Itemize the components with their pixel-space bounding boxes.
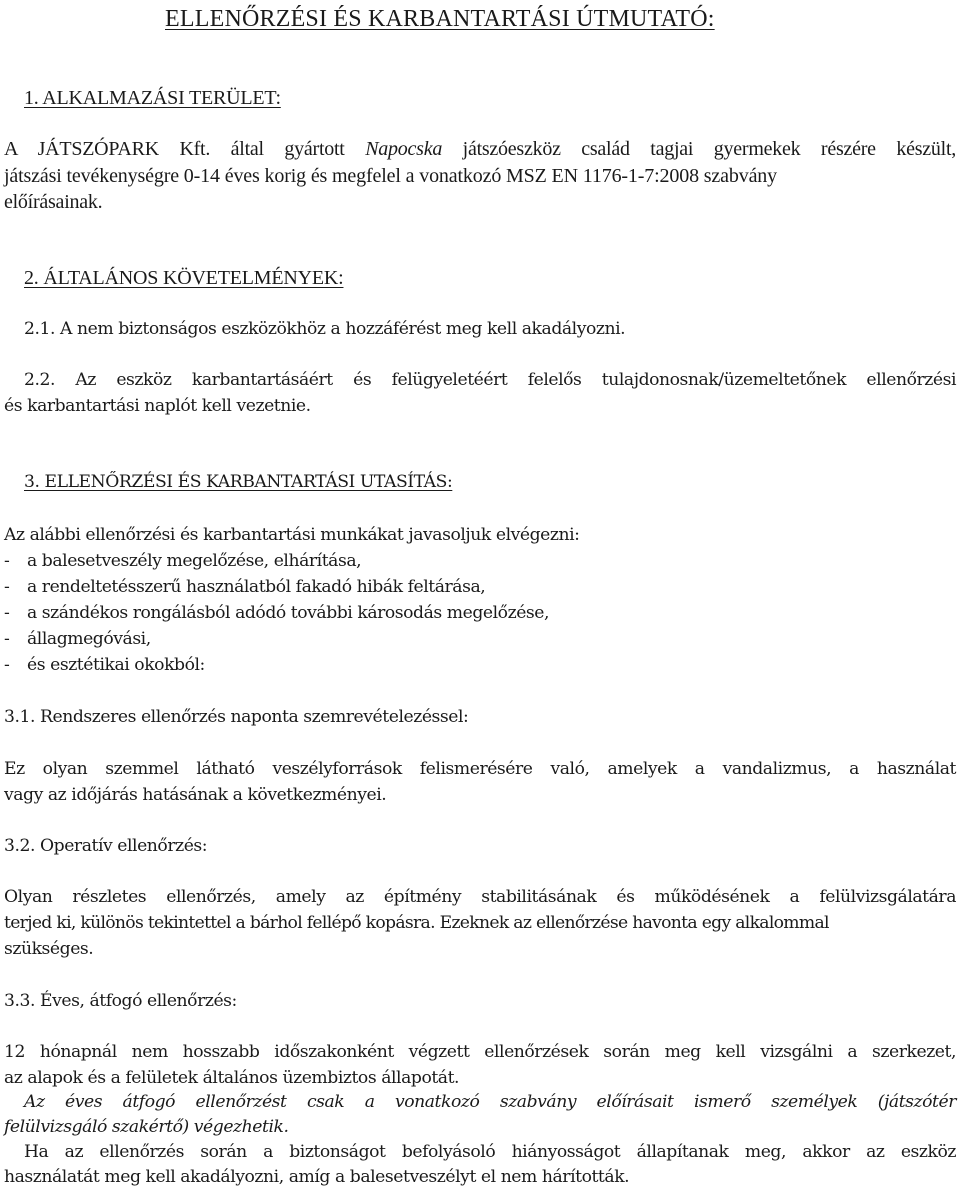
brand-name: Napocska [365,138,443,160]
section-2-item-2-line-2: és karbantartási naplót kell vezetnie. [4,396,311,416]
subsection-3-1-line-2: vagy az időjárás hatásának a következményei. [4,785,387,805]
list-item [4,577,486,597]
subsection-3-3-final-line-2: használatát meg kell akadályozni, amíg a balesetveszélyt el nem hárították. [4,1167,630,1187]
subsection-3-2-line-1: Olyan részletes ellenőrzés, amely az építmény stabilitásának és működésének a felülvizsgálatára [4,887,956,907]
section-2-item-2-line-1: 2.2. Az eszköz karbantartásáért és felügyeletéért felelős tulajdonosnak/üzemeltetőnek ellenőrzési [24,370,956,390]
section-3-intro: Az alábbi ellenőrzési és karbantartási munkákat javasoljuk elvégezni: [4,525,580,545]
bullet-dash: - [4,629,10,649]
subsection-3-1-heading: 3.1. Rendszeres ellenőrzés naponta szemrevételezéssel: [4,707,469,727]
list-item [4,629,151,649]
bullet-dash: - [4,577,10,597]
bullet-dash: - [4,655,10,675]
list-item-text: a szándékos rongálásból adódó további károsodás megelőzése, [27,603,550,623]
subsection-3-1-line-1: Ez olyan szemmel látható veszélyforrások felismerésére való, amelyek a vandalizmus, a használat [4,759,956,779]
section-1-heading: 1. ALKALMAZÁSI TERÜLET: [24,87,281,109]
subsection-3-2-line-3: szükséges. [4,939,94,959]
bullet-dash: - [4,551,10,571]
list-item-text: a rendeltetésszerű használatból fakadó hibák feltárása, [27,577,486,597]
section-1-line-1-post: játszóeszköz család tagjai gyermekek részére készült, [462,138,957,160]
subsection-3-3-final-line-1: Ha az ellenőrzés során a biztonságot befolyásoló hiányosságot állapítanak meg, akkor az eszköz [24,1142,956,1162]
document-title: ELLENŐRZÉSI ÉS KARBANTARTÁSI ÚTMUTATÓ: [165,6,715,32]
section-1-paragraph-line-2: játszási tevékenységre 0-14 éves korig és megfelel a vonatkozó MSZ EN 1176-1-7:2008 szabvány [4,165,778,187]
subsection-3-3-italic-line-1: Az éves átfogó ellenőrzést csak a vonatkozó szabvány előírásait ismerő személyek (játszótér [24,1092,956,1112]
list-item-text: és esztétikai okokból: [27,655,205,675]
section-2-item-1: 2.1. A nem biztonságos eszközökhöz a hozzáférést meg kell akadályozni. [24,319,626,339]
list-item [4,655,205,675]
list-item [4,603,550,623]
section-1-line-1-pre: A JÁTSZÓPARK Kft. által gyártott [4,138,345,160]
subsection-3-3-line-1: 12 hónapnál nem hosszabb időszakonként végzett ellenőrzések során meg kell vizsgálni a szerkezet, [4,1042,956,1062]
section-1-paragraph-line-1 [4,139,956,159]
subsection-3-2-heading: 3.2. Operatív ellenőrzés: [4,836,208,856]
bullet-dash: - [4,603,10,623]
list-item-text: a balesetveszély megelőzése, elhárítása, [27,551,362,571]
list-item [4,551,362,571]
section-3-heading: 3. ELLENŐRZÉSI ÉS KARBANTARTÁSI UTASÍTÁS: [24,472,453,492]
subsection-3-3-line-2: az alapok és a felületek általános üzembiztos állapotát. [4,1068,460,1088]
subsection-3-3-italic-line-2: felülvizsgáló szakértő) végezhetik. [4,1117,289,1137]
section-1-paragraph-line-3: előírásainak. [4,191,103,213]
subsection-3-3-heading: 3.3. Éves, átfogó ellenőrzés: [4,991,237,1011]
list-item-text: állagmegóvási, [27,629,151,649]
subsection-3-2-line-2: terjed ki, különös tekintettel a bárhol fellépő kopásra. Ezeknek az ellenőrzése havonta egy alkalommal [4,913,829,933]
section-2-heading: 2. ÁLTALÁNOS KÖVETELMÉNYEK: [24,267,344,289]
